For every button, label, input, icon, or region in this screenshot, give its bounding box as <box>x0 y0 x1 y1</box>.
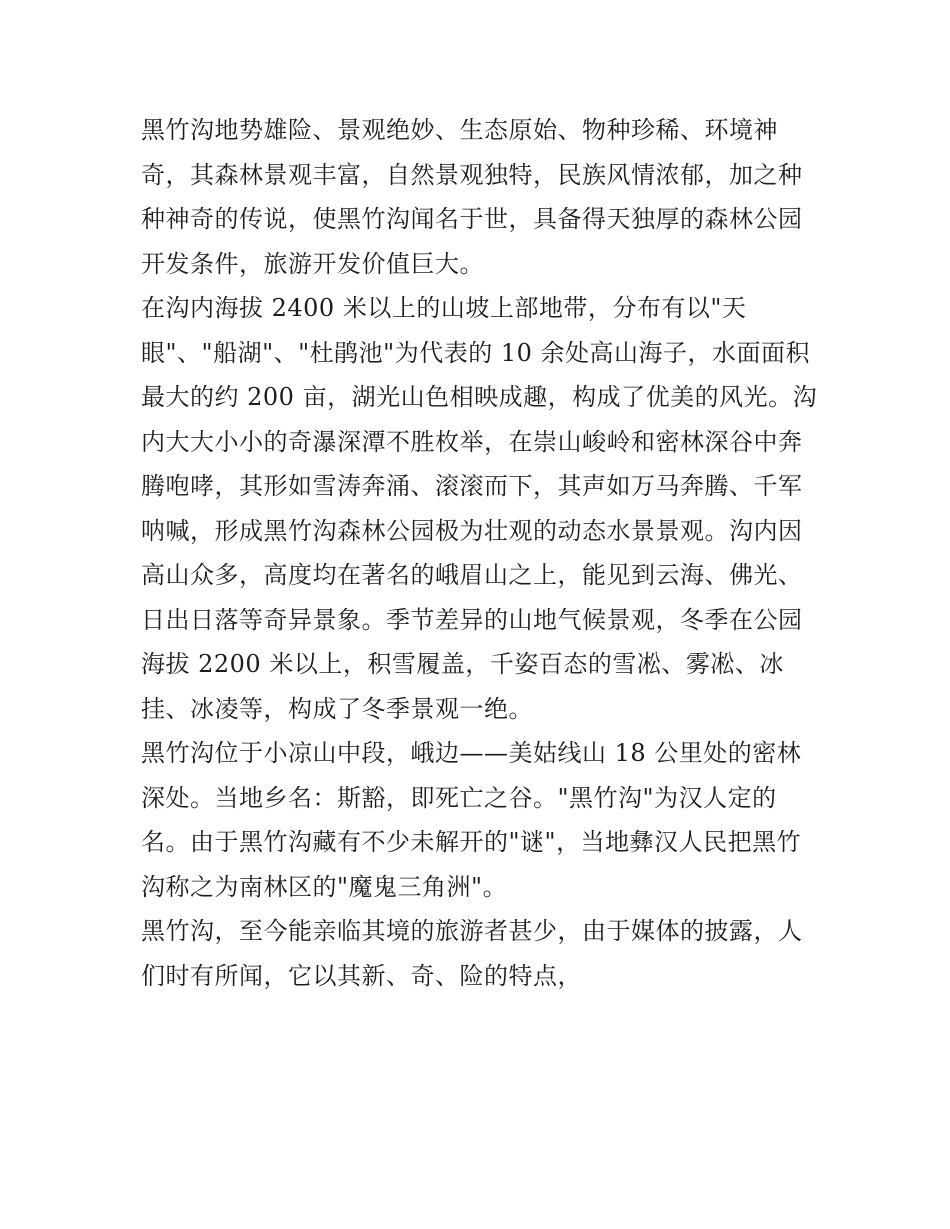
paragraph-4 <box>141 909 813 998</box>
text-line: 在沟内海拔 2400 米以上的山坡上部地带，分布有以"天 <box>141 294 747 322</box>
text-line: 腾咆哮，其形如雪涛奔涌、滚滚而下，其声如万马奔腾、千军 <box>141 472 803 500</box>
text-line: 黑竹沟位于小凉山中段，峨边——美姑线山 18 公里处的密林 <box>141 739 802 767</box>
text-line: 开发条件，旅游开发价值巨大。 <box>141 249 484 278</box>
text-line: 挂、冰凌等，构成了冬季景观一绝。 <box>141 694 533 723</box>
text-line: 日出日落等奇异景象。季节差异的山地气候景观，冬季在公园 <box>141 605 803 634</box>
text-line: 深处。当地乡名：斯豁，即死亡之谷。"黑竹沟"为汉人定的 <box>141 783 777 812</box>
paragraph-3 <box>141 731 813 909</box>
text-line: 黑竹沟，至今能亲临其境的旅游者甚少，由于媒体的披露，人 <box>141 917 803 945</box>
text-line: 高山众多，高度均在著名的峨眉山之上，能见到云海、佛光、 <box>141 561 803 589</box>
text-line: 名。由于黑竹沟藏有不少未解开的"谜"，当地彝汉人民把黑竹 <box>141 828 802 856</box>
paragraph-2 <box>141 286 818 731</box>
text-line: 呐喊，形成黑竹沟森林公园极为壮观的动态水景景观。沟内因 <box>141 516 803 545</box>
text-line: 海拔 2200 米以上，积雪履盖，千姿百态的雪凇、雾凇、冰 <box>141 650 784 678</box>
document-body <box>141 108 818 998</box>
text-line: 黑竹沟地势雄险、景观绝妙、生态原始、物种珍稀、环境神 <box>141 116 778 144</box>
text-line: 眼"、"船湖"、"杜鹃池"为代表的 10 余处高山海子，水面面积 <box>141 338 810 367</box>
text-line: 沟称之为南林区的"魔鬼三角洲"。 <box>141 872 508 901</box>
text-line: 们时有所闻，它以其新、奇、险的特点， <box>141 961 582 990</box>
text-line: 奇，其森林景观丰富，自然景观独特，民族风情浓郁，加之种 <box>141 160 803 189</box>
paragraph-1 <box>141 108 813 286</box>
text-line: 种神奇的传说，使黑竹沟闻名于世，具备得天独厚的森林公园 <box>141 205 803 233</box>
text-line: 最大的约 200 亩，湖光山色相映成趣，构成了优美的风光。沟 <box>141 383 818 411</box>
text-line: 内大大小小的奇瀑深潭不胜枚举，在崇山峻岭和密林深谷中奔 <box>141 427 803 456</box>
